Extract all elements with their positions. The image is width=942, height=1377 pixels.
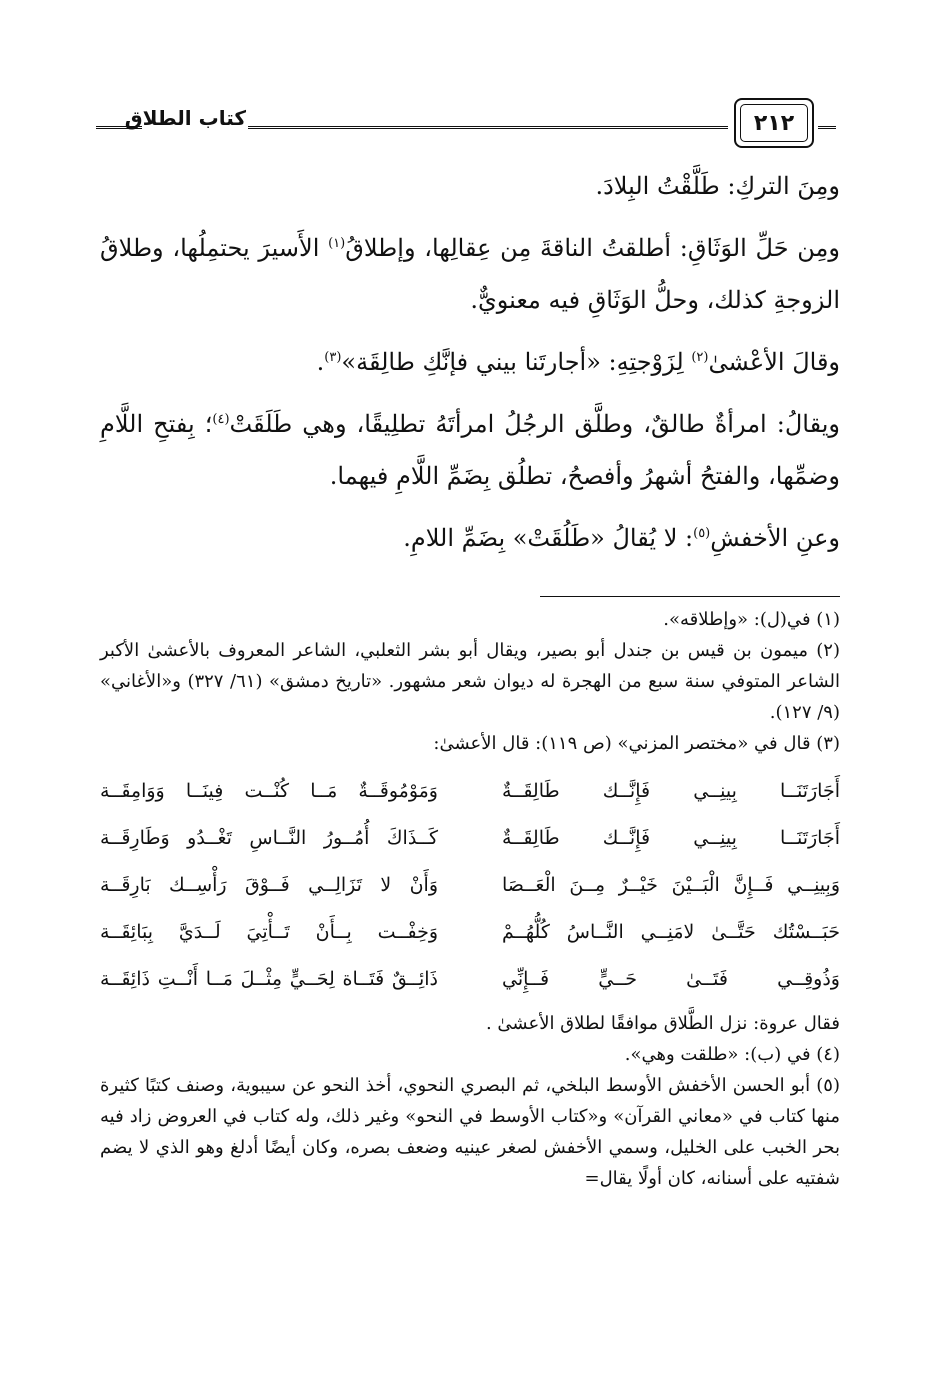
footnotes <box>100 604 840 1194</box>
footnote-4: (٤) في (ب): «طلقت وهي». <box>624 1044 840 1065</box>
poem-second-hemistich: وَمَوْمُوقَــةٌ مَــا كُنْــت فِينَــا وَوَامِقَــة <box>100 779 438 802</box>
poem-first-hemistich: وَبِينِــي فَــإِنَّ الْبَــيْنَ خَيْــرٌ مِــنَ الْعَــصَا <box>502 873 840 896</box>
poem <box>100 767 840 1002</box>
text-span: ومِنَ التركِ: طَلَّقْتُ البِلادَ. <box>595 172 840 200</box>
footnote-divider <box>540 596 840 597</box>
text-span: : لا يُقالُ «طَلُقَتْ» بِضَمِّ اللامِ. <box>403 524 694 552</box>
footnote-3-intro: (٣) قال في «مختصر المزني» (ص ١١٩): قال الأعشىٰ: <box>433 733 840 754</box>
footnote-ref-1[interactable]: (١) <box>328 236 346 251</box>
main-text <box>100 160 840 564</box>
poem-second-hemistich: وَأَنْ لا تَزَالِــي فَــوْقَ رَأْسِــك بَارِقَــة <box>100 873 438 896</box>
footnote-2: (٢) ميمون بن قيس بن جندل أبو بصير، ويقال أبو بشر الثعلبي، الشاعر المعروف بالأعشىٰ الأكبر الشاعر المتوفي سنة سبع من الهجرة له ديوان شعر مشهور. «تاريخ دمشق» (٦١/ ٣٢٧) و«الأغاني» (٩/ ١٢٧). <box>100 640 840 723</box>
text-span: لِزَوْجتِهِ: «أجارتَنا بيني فإنَّكِ طالِقَة» <box>341 348 692 376</box>
text-span: ؛ بِفتحِ اللَّامِ وضمِّها، والفتحُ أشهرُ وأفصحُ، تطلُق بِضَمِّ اللَّامِ فيهما. <box>100 410 840 490</box>
poem-second-hemistich: كَــذَاكَ أُمُــورُ النَّــاسِ تَغْــدُو وَطَارِقَــة <box>100 826 438 849</box>
paragraph-asha <box>100 336 840 388</box>
running-title: كتاب الطلاق <box>124 106 246 130</box>
text-span: ويقالُ: امرأةٌ طالقٌ، وطلَّق الرجُلُ امرأتَهُ تطلِيقًا، وهي طَلَقَتْ <box>229 410 840 438</box>
poem-verse <box>100 955 840 1002</box>
header-rule-right <box>818 126 836 129</box>
footnote-ref-5[interactable]: (٥) <box>693 526 711 541</box>
poem-second-hemistich: وَخِفْــت بِــأَنْ تَــأْتِيَ لَــدَيَّ بِبَائِقَــة <box>100 920 438 943</box>
text-span: ومِن حَلِّ الوَثَاقِ: أطلقتُ الناقةَ مِن عِقالِها، وإطلاقُ <box>345 234 840 262</box>
poem-verse <box>100 908 840 955</box>
page-header <box>96 94 836 154</box>
poem-first-hemistich: حَبَــسْتُك حَتَّــىٰ لامَنِــي النَّــاسُ كُلُّهُــمْ <box>502 920 840 943</box>
poem-verse <box>100 814 840 861</box>
text-span: . <box>316 348 325 376</box>
footnote-5: (٥) أبو الحسن الأخفش الأوسط البلخي، ثم البصري النحوي، أخذ النحو عن سيبوية، وصنف كتبًا كثيرة منها كتاب في «معاني القرآن» و«كتاب الأوسط في النحو» وغير ذلك، وله كتاب في العروض زاد فيه بحر الخبب على الخليل، وسمي الأخفش لصغر عينيه وضعف بصره، وكان أيضًا أدلغ وهو الذي لا يضم شفتيه على أسنانه، كان أولًا يقال= <box>100 1075 840 1189</box>
poem-verse <box>100 861 840 908</box>
paragraph-talaq <box>100 398 840 502</box>
footnote-ref-3[interactable]: (٣) <box>324 350 342 365</box>
footnote-ref-2[interactable]: (٢) <box>691 350 709 365</box>
text-span: الأَسيرَ يحتمِلُها، وطلاقُ الزوجةِ كذلك، وحلُّ الوَثَاقِ فيه معنويٌّ. <box>100 234 840 314</box>
poem-second-hemistich: ذَائِــقٌ فَتَــاة لِحَــيٍّ مِثْــلَ مَــا أَنْــتِ ذَائِقَــة <box>100 967 438 990</box>
paragraph-akhfash <box>100 512 840 564</box>
footnote-ref-4[interactable]: (٤) <box>212 412 230 427</box>
poem-first-hemistich: أَجَارَتَنَــا بِينِــي فَإِنَّــك طَالِقَــةٌ <box>502 826 840 849</box>
footnote-3-after: فقال عروة: نزل الطَّلاق موافقًا لطلاق الأعشىٰ . <box>485 1013 840 1034</box>
page-number-box <box>734 98 814 148</box>
poem-verse <box>100 767 840 814</box>
text-span: وقالَ الأعْشىٰ <box>708 348 840 376</box>
text-span: وعنِ الأخفشِ <box>710 524 840 552</box>
page-number: ٢١٢ <box>740 104 808 142</box>
paragraph-tark <box>100 160 840 212</box>
paragraph-wathaq <box>100 222 840 326</box>
footnote-1: (١) في(ل): «وإطلاقه». <box>663 609 840 630</box>
header-rule-middle <box>248 126 728 129</box>
poem-first-hemistich: أَجَارَتَنَــا بِينِــي فَإِنَّــك طَالِقَــةٌ <box>502 779 840 802</box>
poem-first-hemistich: وَذُوقِــي فَتَــىٰ حَــيٍّ فَــإِنِّي <box>502 967 840 990</box>
